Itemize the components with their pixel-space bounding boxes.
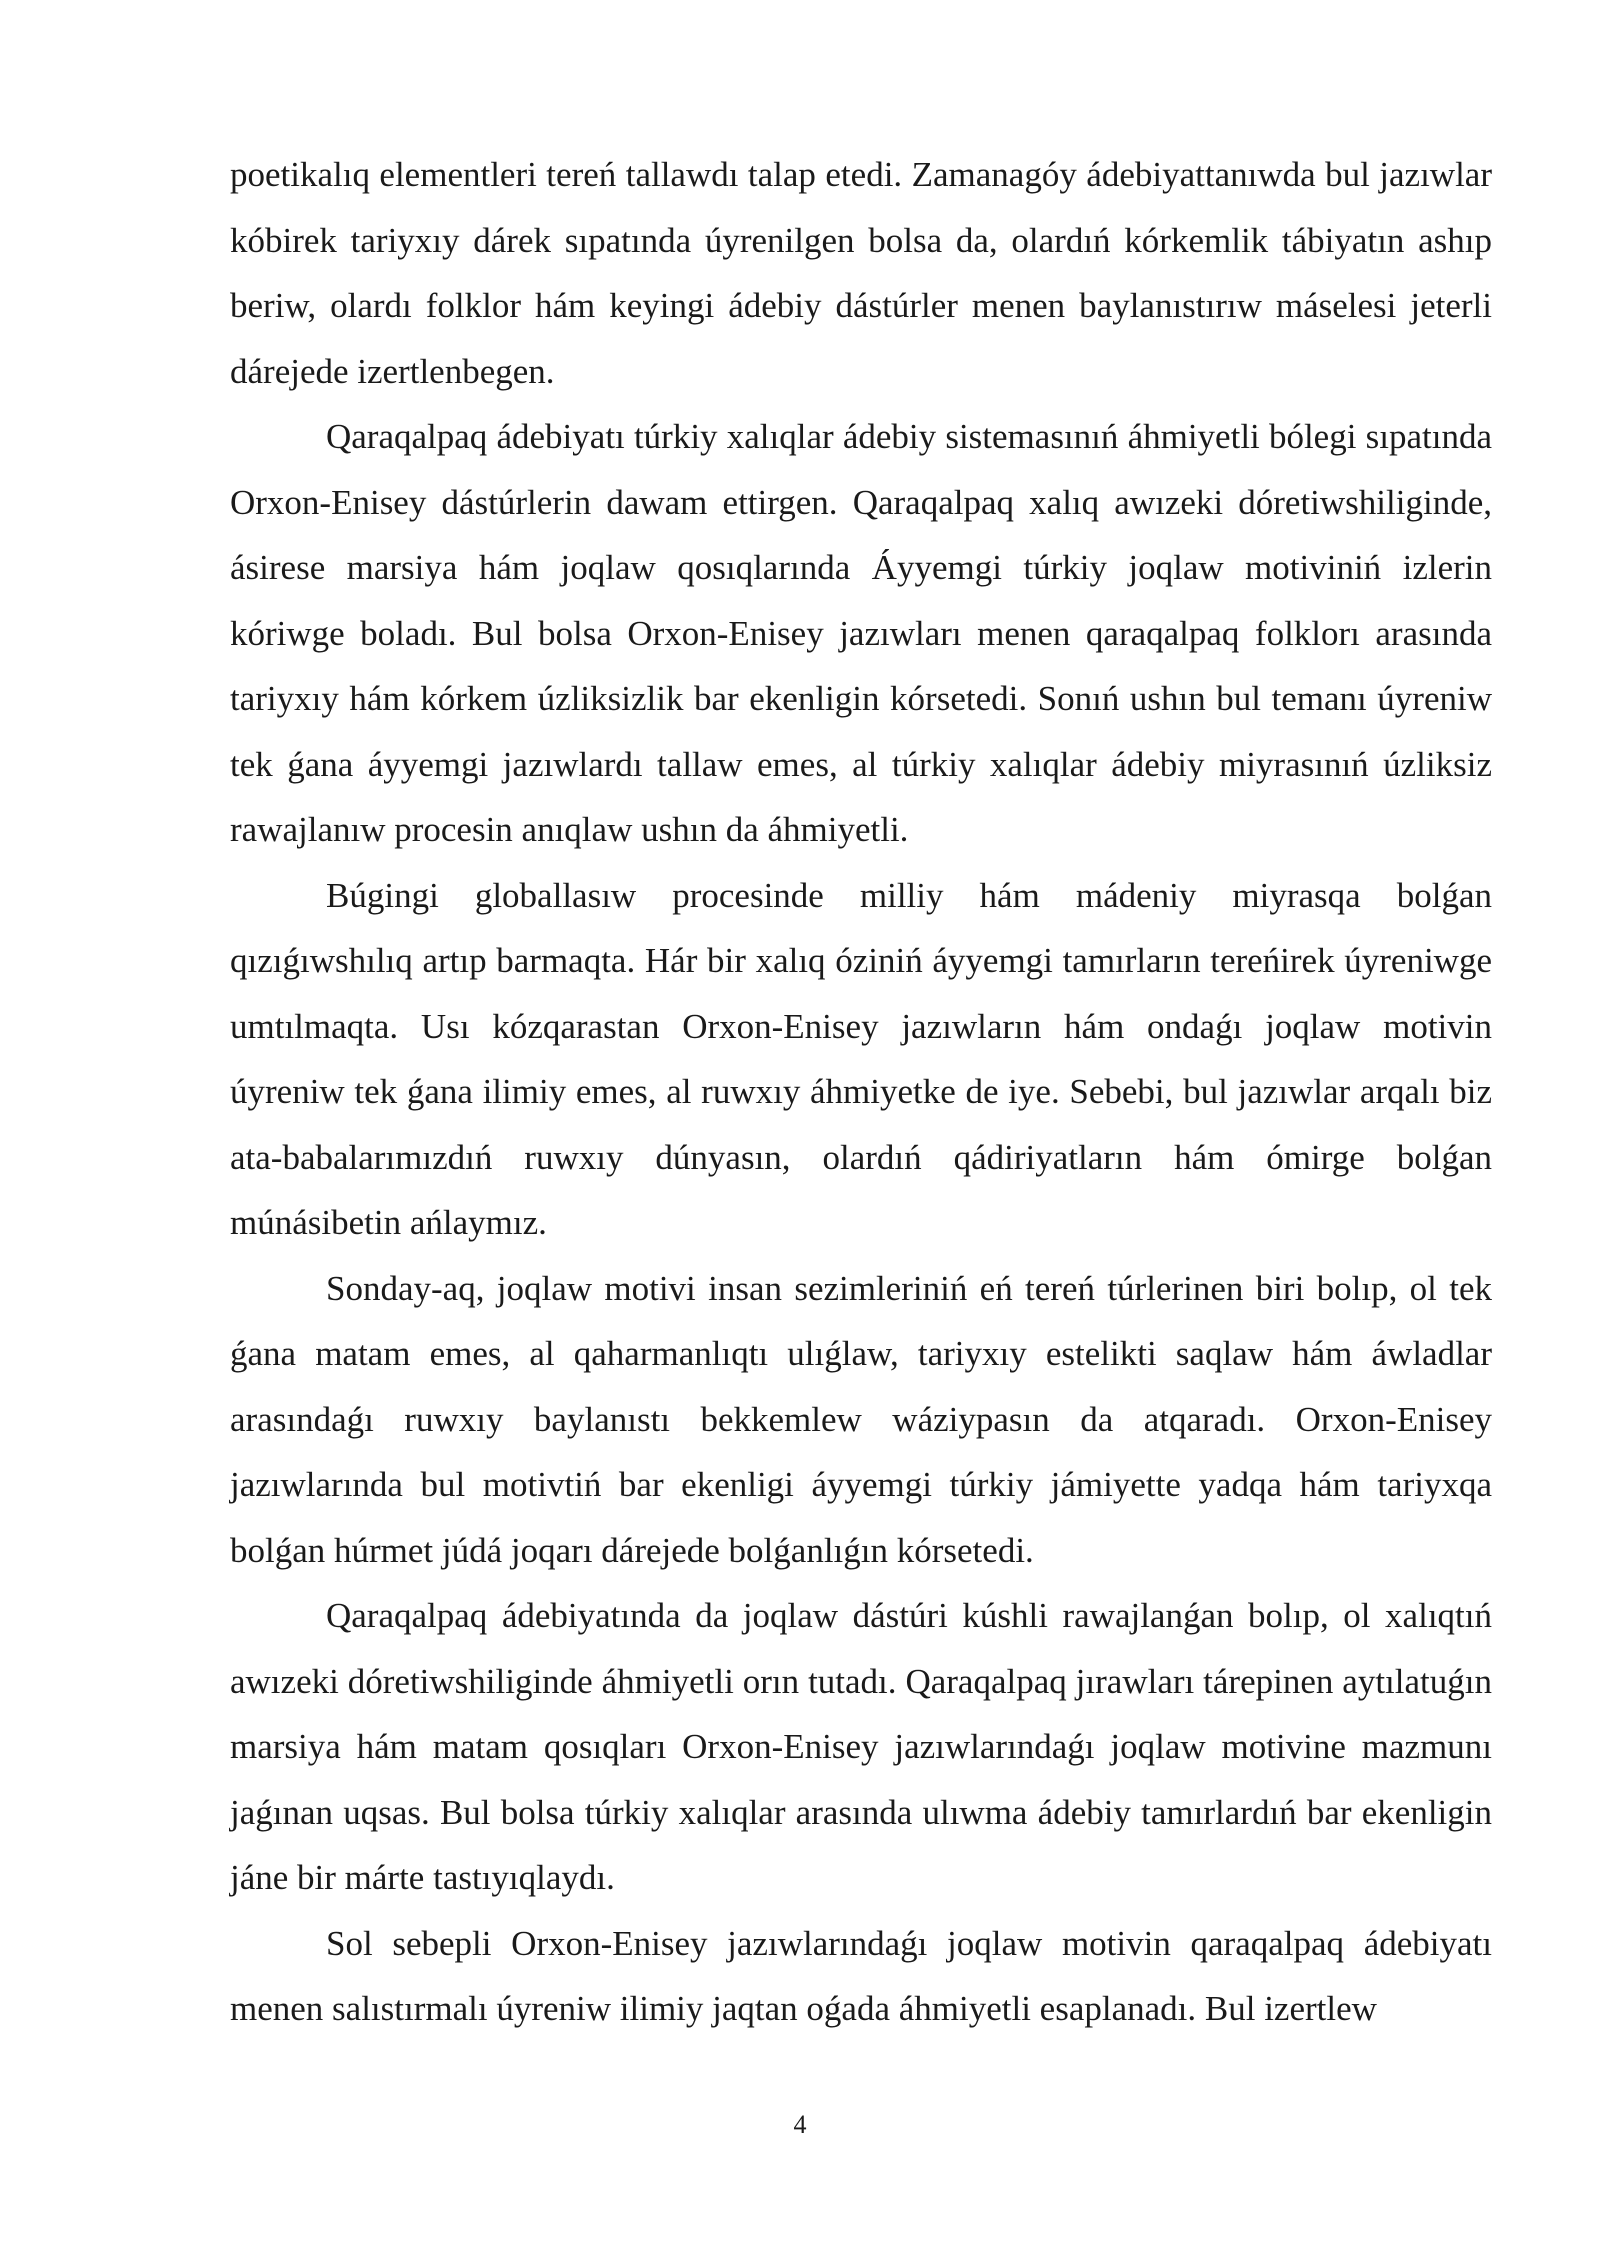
paragraph-1: poetikalıq elementleri tereń tallawdı talap etedi. Zamanagóy ádebiyattanıwda bul jazıwlar kóbirek tariyxıy dárek sıpatında úyrenilgen bolsa da, olardıń kórkemlik tábiyatın ashıp beriw, olardı folklor hám keyingi ádebiy dástúrler menen baylanıstırıw máselesi jeterli dárejede izertlenbegen. bbox=[230, 155, 1492, 391]
paragraph-6: Sol sebepli Orxon-Enisey jazıwlarındaǵı joqlaw motivin qaraqalpaq ádebiyatı menen salıstırmalı úyreniw ilimiy jaqtan oǵada áhmiyetli esaplanadı. Bul izertlew bbox=[230, 1923, 1492, 2028]
page-number: 4 bbox=[793, 2110, 807, 2139]
body-text bbox=[230, 142, 1492, 2042]
paragraph-2: Qaraqalpaq ádebiyatı túrkiy xalıqlar ádebiy sistemasınıń áhmiyetli bólegi sıpatında Orxon-Enisey dástúrlerin dawam ettirgen. Qaraqalpaq xalıq awızeki dóretiwshiliginde, ásirese marsiya hám joqlaw qosıqlarında Áyyemgi túrkiy joqlaw motiviniń izlerin kóriwge boladı. Bul bolsa Orxon-Enisey jazıwları menen qaraqalpaq folklorı arasında tariyxıy hám kórkem úzliksizlik bar ekenligin kórsetedi. Sonıń ushın bul temanı úyreniw tek ǵana áyyemgi jazıwlardı tallaw emes, al túrkiy xalıqlar ádebiy miyrasınıń úzliksiz rawajlanıw procesin anıqlaw ushın da áhmiyetli. bbox=[230, 417, 1492, 849]
paragraph-3: Búgingi globallasıw procesinde milliy hám mádeniy miyrasqa bolǵan qızıǵıwshılıq artıp barmaqta. Hár bir xalıq óziniń áyyemgi tamırların tereńirek úyreniwge umtılmaqta. Usı kózqarastan Orxon-Enisey jazıwların hám ondaǵı joqlaw motivin úyreniw tek ǵana ilimiy emes, al ruwxıy áhmiyetke de iye. Sebebi, bul jazıwlar arqalı biz ata-babalarımızdıń ruwxıy dúnyasın, olardıń qádiriyatların hám ómirge bolǵan múnásibetin ańlaymız. bbox=[230, 875, 1492, 1242]
paragraph-5: Qaraqalpaq ádebiyatında da joqlaw dástúri kúshli rawajlanǵan bolıp, ol xalıqtıń awızeki dóretiwshiliginde áhmiyetli orın tutadı. Qaraqalpaq jırawları tárepinen aytılatuǵın marsiya hám matam qosıqları Orxon-Enisey jazıwlarındaǵı joqlaw motivine mazmunı jaǵınan uqsas. Bul bolsa túrkiy xalıqlar arasında ulıwma ádebiy tamırlardıń bar ekenligin jáne bir márte tastıyıqlaydı. bbox=[230, 1596, 1492, 1897]
paragraph-4: Sonday-aq, joqlaw motivi insan sezimleriniń eń tereń túrlerinen biri bolıp, ol tek ǵana matam emes, al qaharmanlıqtı ulıǵlaw, tariyxıy estelikti saqlaw hám áwladlar arasındaǵı ruwxıy baylanıstı bekkemlew wáziypasın da atqaradı. Orxon-Enisey jazıwlarında bul motivtiń bar ekenligi áyyemgi túrkiy jámiyette yadqa hám tariyxqa bolǵan húrmet júdá joqarı dárejede bolǵanlıǵın kórsetedi. bbox=[230, 1268, 1492, 1570]
